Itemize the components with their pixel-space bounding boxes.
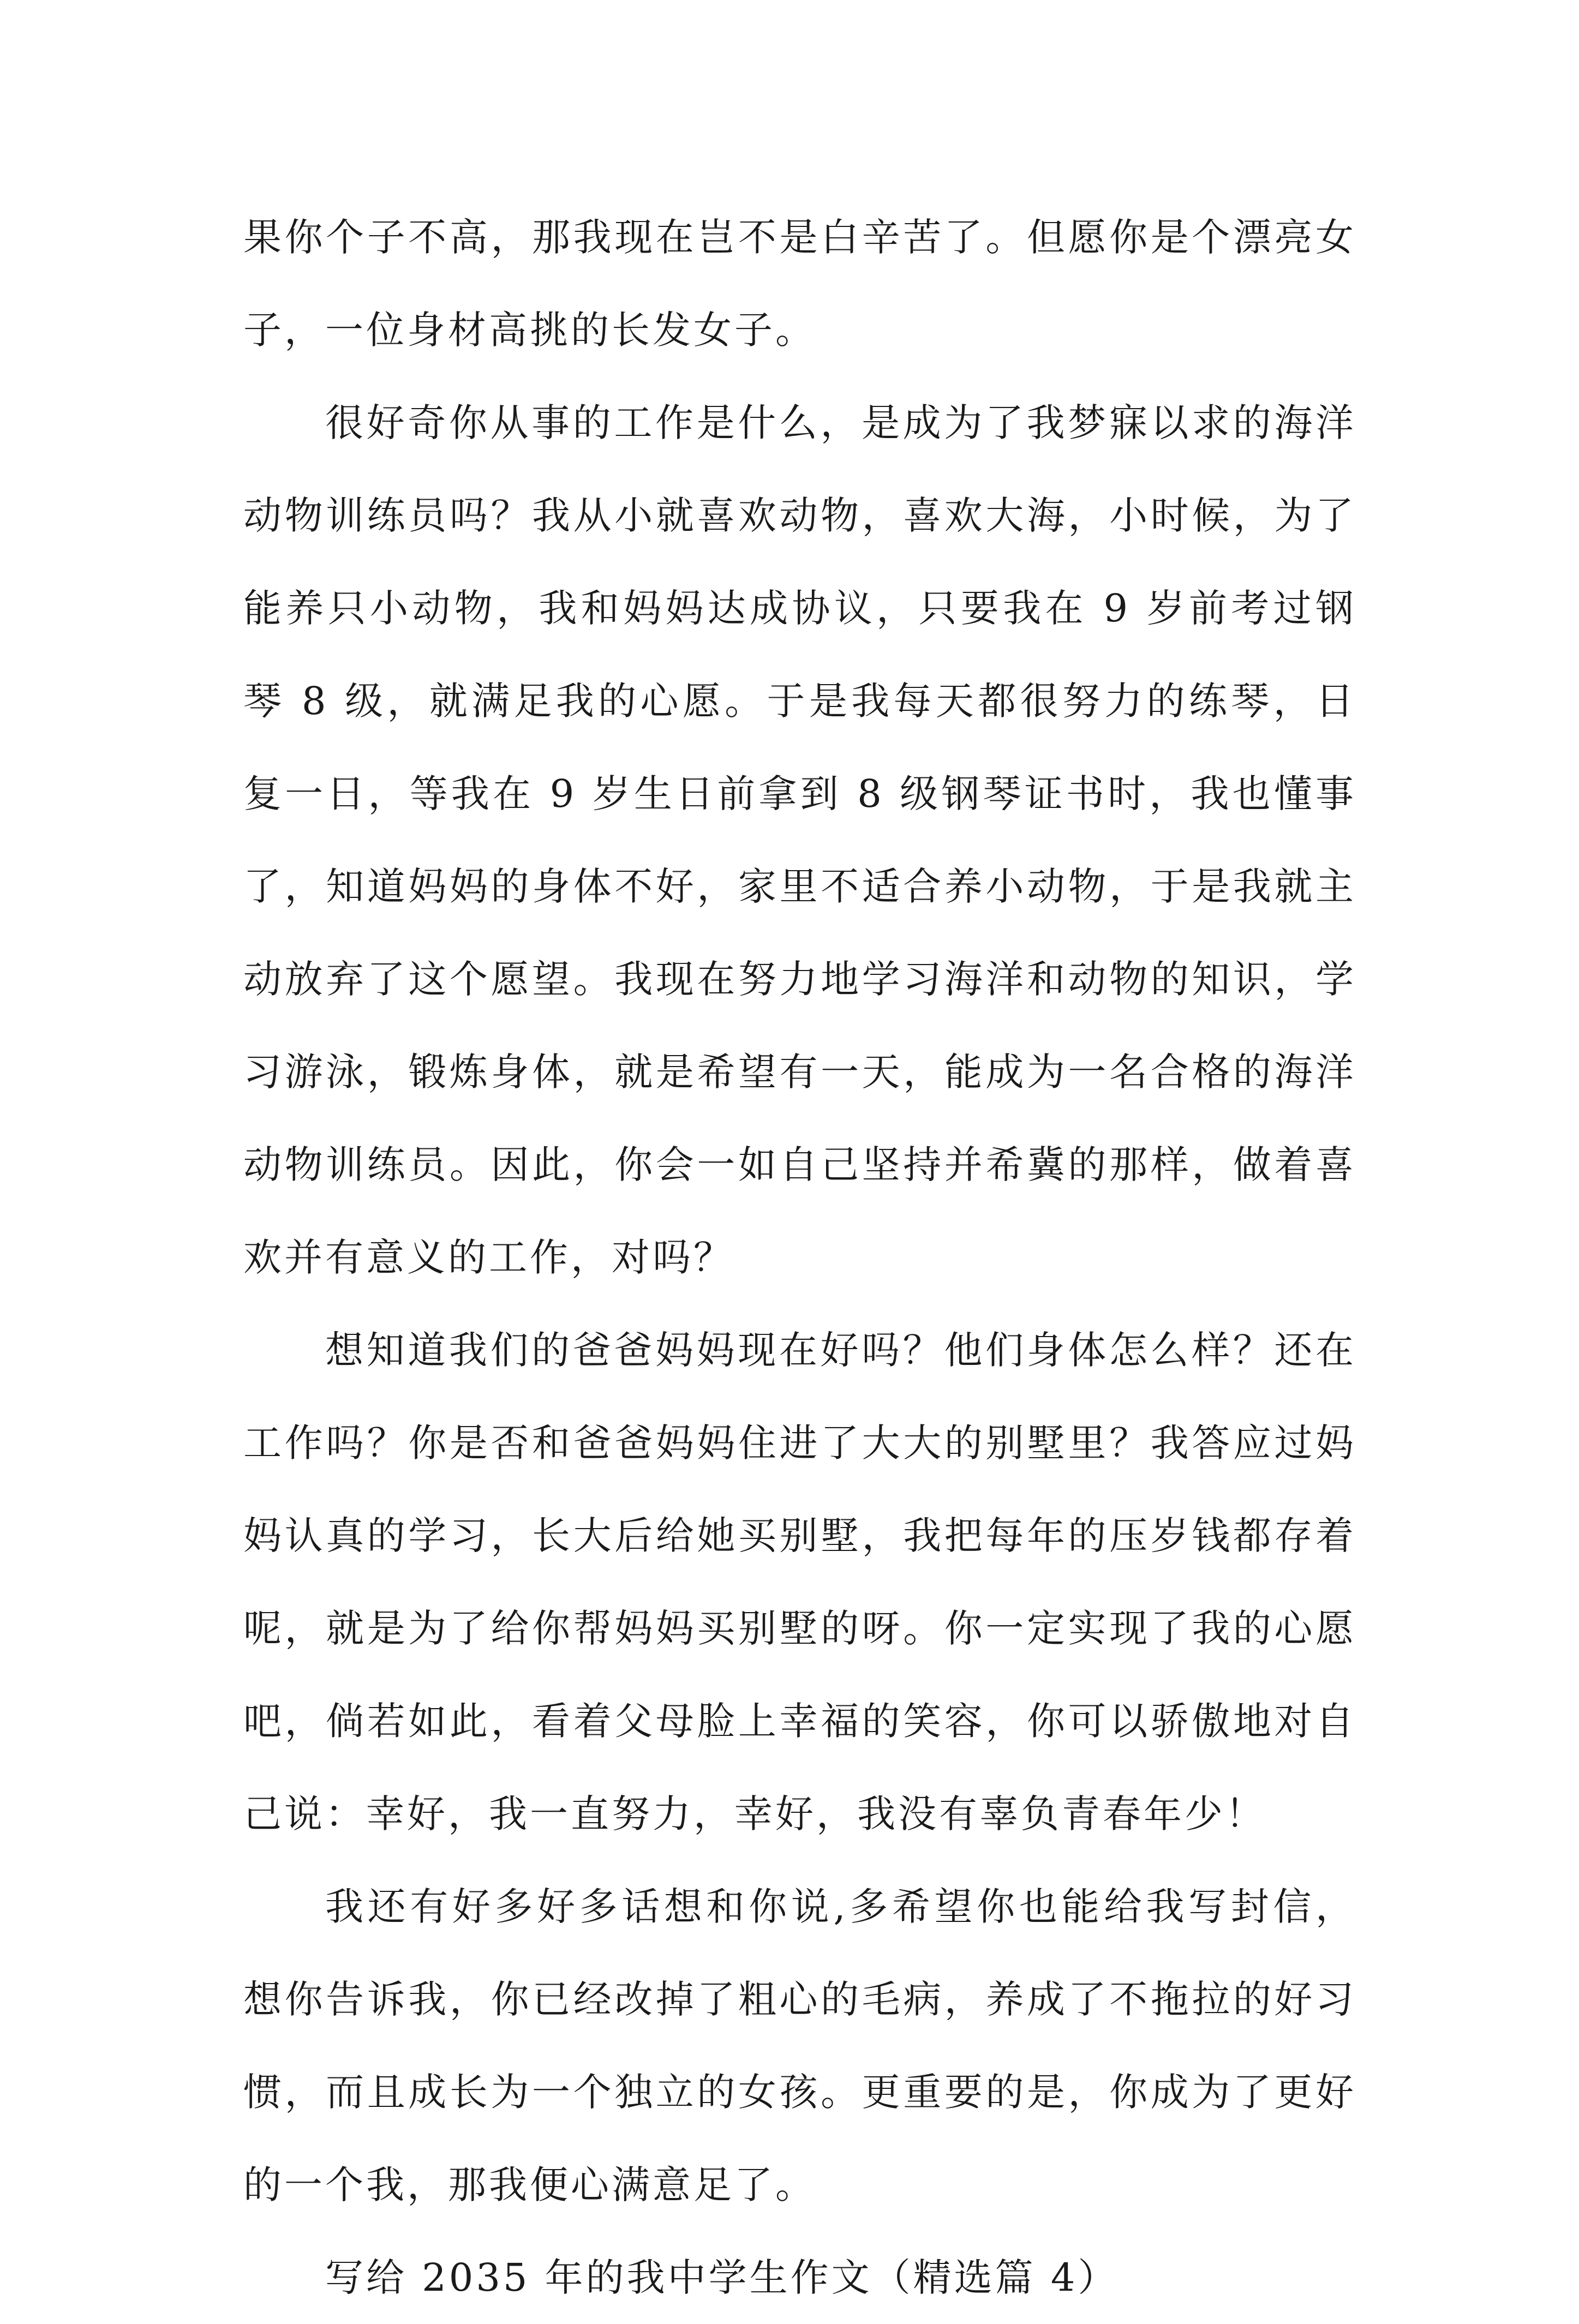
paragraph-2: 很好奇你从事的工作是什么，是成为了我梦寐以求的海洋动物训练员吗？我从小就喜欢动物，喜欢大海，小时候，为了能养只小动物，我和妈妈达成协议，只要我在 9 岁前考过钢琴 8 级，就满足我的心愿。于是我每天都很努力的练琴，日复一日，等我在 9 岁生日前拿到 8 级钢琴证书时，我也懂事了，知道妈妈的身体不好，家里不适合养小动物，于是我就主动放弃了这个愿望。我现在努力地学习海洋和动物的知识，学习游泳，锻炼身体，就是希望有一天，能成为一名合格的海洋动物训练员。因此，你会一如自己坚持并希冀的那样，做着喜欢并有意义的工作，对吗？	[243, 400, 1356, 1280]
paragraph-4: 我还有好多好多话想和你说,多希望你也能给我写封信，想你告诉我，你已经改掉了粗心的毛病，养成了不拖拉的好习惯，而且成长为一个独立的女孩。更重要的是，你成为了更好的一个我，那我便心满意足了。	[243, 1884, 1356, 2207]
document-body	[243, 191, 1356, 2324]
paragraph-1: 果你个子不高，那我现在岂不是白辛苦了。但愿你是个漂亮女子，一位身材高挑的长发女子。	[243, 215, 1356, 352]
paragraph-3: 想知道我们的爸爸妈妈现在好吗？他们身体怎么样？还在工作吗？你是否和爸爸妈妈住进了大大的别墅里？我答应过妈妈认真的学习，长大后给她买别墅，我把每年的压岁钱都存着呢，就是为了给你帮妈妈买别墅的呀。你一定实现了我的心愿吧，倘若如此，看着父母脸上幸福的笑容，你可以骄傲地对自己说：幸好，我一直努力，幸好，我没有辜负青春年少！	[243, 1328, 1356, 1836]
section-heading: 写给 2035 年的我中学生作文（精选篇 4）	[325, 2255, 1119, 2300]
